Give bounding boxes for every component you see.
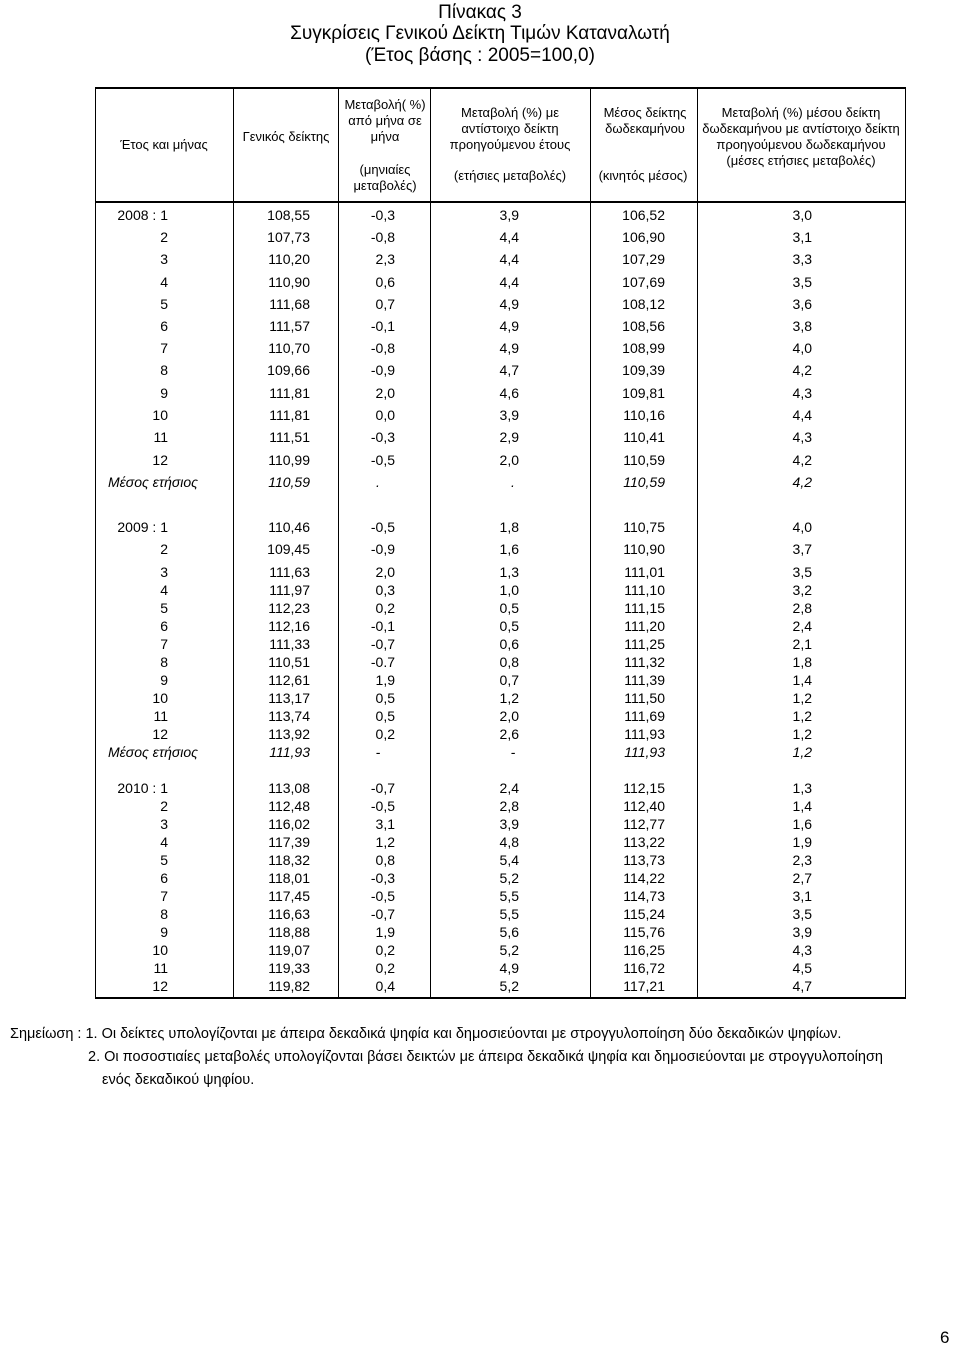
- cell-year-month: 4: [160, 834, 168, 850]
- cell-annual-change: 1,6: [499, 541, 519, 557]
- cell-average-annual-change: 1,6: [792, 816, 812, 832]
- cell-annual-change: 0,7: [499, 672, 519, 688]
- cell-moving-average: 110,90: [623, 541, 665, 557]
- cell-general-index: 111,57: [269, 318, 310, 334]
- cell-annual-change: 4,8: [499, 834, 519, 850]
- cell-monthly-change: 0,8: [375, 852, 395, 868]
- cell-moving-average: 115,24: [623, 906, 665, 922]
- cell-average-annual-change: 3,0: [792, 207, 812, 223]
- cell-year-month: Μέσος ετήσιος: [107, 474, 198, 490]
- cell-general-index: 111,68: [269, 296, 310, 312]
- cell-average-annual-change: 4,2: [792, 452, 812, 468]
- cell-monthly-change: 1,9: [375, 924, 395, 940]
- cell-monthly-change: .: [376, 474, 380, 490]
- cell-moving-average: 111,01: [624, 564, 665, 580]
- cell-annual-change: 4,9: [499, 960, 519, 976]
- column-divider: [905, 88, 906, 999]
- cell-average-annual-change: 3,8: [792, 318, 812, 334]
- cell-monthly-change: -0,1: [370, 318, 395, 334]
- header-monthly-change-note: (μηνιαίες μεταβολές): [353, 162, 417, 193]
- cell-average-annual-change: 1,9: [792, 834, 812, 850]
- cell-annual-change: 4,4: [499, 229, 519, 245]
- cell-general-index: 110,90: [268, 274, 310, 290]
- cell-general-index: 116,63: [268, 906, 310, 922]
- cell-average-annual-change: 1,4: [792, 798, 812, 814]
- cell-monthly-change: -0,8: [370, 340, 395, 356]
- cell-monthly-change: 3,1: [375, 816, 395, 832]
- cell-year-month: 2009 : 1: [117, 519, 168, 535]
- cell-moving-average: 107,29: [622, 251, 665, 267]
- cell-year-month: 9: [160, 672, 168, 688]
- cell-average-annual-change: 4,7: [792, 978, 812, 994]
- cell-average-annual-change: 3,7: [792, 541, 812, 557]
- cell-general-index: 108,55: [267, 207, 310, 223]
- header-bottom-rule: [95, 201, 906, 203]
- cell-moving-average: 110,75: [623, 519, 665, 535]
- cell-general-index: 111,51: [269, 429, 310, 445]
- cell-moving-average: 107,69: [622, 274, 665, 290]
- cell-year-month: 9: [160, 385, 168, 401]
- cell-general-index: 113,08: [268, 780, 310, 796]
- cell-average-annual-change: 4,2: [792, 362, 812, 378]
- cell-general-index: 112,48: [268, 798, 310, 814]
- cell-annual-change: 4,4: [499, 251, 519, 267]
- cell-moving-average: 113,22: [623, 834, 665, 850]
- cell-moving-average: 106,90: [622, 229, 665, 245]
- cell-year-month: 2008 : 1: [117, 207, 168, 223]
- cell-average-annual-change: 1,2: [792, 708, 812, 724]
- cell-average-annual-change: 1,3: [792, 780, 812, 796]
- cell-general-index: 111,81: [269, 385, 310, 401]
- cell-moving-average: 110,59: [623, 452, 665, 468]
- cell-general-index: 111,33: [269, 636, 310, 652]
- header-year-month: Έτος και μήνας: [120, 137, 208, 152]
- cell-year-month: 10: [152, 690, 168, 706]
- cell-year-month: 5: [160, 296, 168, 312]
- cell-monthly-change: 0,5: [375, 708, 395, 724]
- cell-moving-average: 115,76: [623, 924, 665, 940]
- cell-year-month: 6: [160, 318, 168, 334]
- header-general-index: Γενικός δείκτης: [242, 129, 330, 144]
- cell-monthly-change: 0,7: [375, 296, 395, 312]
- cell-year-month: 2: [160, 798, 168, 814]
- cell-monthly-change: -0,5: [370, 798, 395, 814]
- cell-year-month: 8: [160, 362, 168, 378]
- cell-average-annual-change: 2,7: [792, 870, 812, 886]
- column-divider: [338, 88, 339, 999]
- column-divider: [430, 88, 431, 999]
- cell-annual-change: .: [511, 474, 515, 490]
- cell-moving-average: 110,41: [623, 429, 665, 445]
- cell-monthly-change: -0.7: [370, 654, 395, 670]
- cell-moving-average: 111,69: [624, 708, 665, 724]
- cell-annual-change: 0,6: [499, 636, 519, 652]
- cell-annual-change: 2,0: [499, 452, 519, 468]
- cell-year-month: 8: [160, 906, 168, 922]
- cell-monthly-change: -0,9: [370, 541, 395, 557]
- cell-average-annual-change: 4,4: [792, 407, 812, 423]
- cell-average-annual-change: 1,8: [792, 654, 812, 670]
- cell-monthly-change: -0,3: [370, 429, 395, 445]
- cell-monthly-change: 0,5: [375, 690, 395, 706]
- cell-general-index: 118,88: [268, 924, 310, 940]
- cell-annual-change: 4,9: [499, 318, 519, 334]
- cell-year-month: 3: [160, 564, 168, 580]
- cell-monthly-change: 0,3: [375, 582, 395, 598]
- cell-average-annual-change: 4,3: [792, 429, 812, 445]
- cell-year-month: 2010 : 1: [117, 780, 168, 796]
- cell-average-annual-change: 2,8: [792, 600, 812, 616]
- cell-annual-change: 5,5: [499, 906, 519, 922]
- cell-moving-average: 106,52: [622, 207, 665, 223]
- cell-monthly-change: -0,7: [370, 780, 395, 796]
- cell-moving-average: 112,15: [623, 780, 665, 796]
- cell-annual-change: 5,4: [499, 852, 519, 868]
- column-divider: [697, 88, 698, 999]
- cell-general-index: 113,17: [268, 690, 310, 706]
- cell-general-index: 111,97: [269, 582, 310, 598]
- cell-monthly-change: 0,2: [375, 960, 395, 976]
- cell-year-month: 7: [160, 888, 168, 904]
- cell-general-index: 109,45: [267, 541, 310, 557]
- cell-general-index: 110,20: [268, 251, 310, 267]
- cell-average-annual-change: 3,3: [792, 251, 812, 267]
- cell-annual-change: 2,8: [499, 798, 519, 814]
- cell-annual-change: -: [510, 744, 516, 760]
- cell-monthly-change: 0,2: [375, 726, 395, 742]
- cell-year-month: 4: [160, 582, 168, 598]
- header-average-annual-change: Μεταβολή (%) μέσου δείκτη δωδεκαμήνου με αντίστοιχο δείκτη προηγούμενου δωδεκαμήνου (μέσες ετήσιες μεταβολές): [702, 105, 900, 168]
- cell-monthly-change: 1,2: [375, 834, 395, 850]
- cell-moving-average: 108,12: [622, 296, 665, 312]
- cell-year-month: 11: [153, 708, 168, 724]
- cell-monthly-change: -0,5: [370, 452, 395, 468]
- cell-general-index: 112,16: [268, 618, 310, 634]
- cell-year-month: 7: [160, 340, 168, 356]
- cell-moving-average: 109,39: [622, 362, 665, 378]
- cell-general-index: 118,32: [268, 852, 310, 868]
- cell-year-month: 12: [152, 978, 168, 994]
- cell-year-month: 5: [160, 600, 168, 616]
- cell-annual-change: 0,8: [499, 654, 519, 670]
- cell-annual-change: 2,9: [499, 429, 519, 445]
- cell-average-annual-change: 1,2: [792, 744, 812, 760]
- cell-monthly-change: -0,9: [370, 362, 395, 378]
- cell-average-annual-change: 3,1: [792, 888, 812, 904]
- cell-moving-average: 114,73: [623, 888, 665, 904]
- cell-annual-change: 3,9: [499, 407, 519, 423]
- cell-monthly-change: 0,4: [375, 978, 395, 994]
- cell-average-annual-change: 3,5: [792, 906, 812, 922]
- cell-moving-average: 109,81: [622, 385, 665, 401]
- cell-average-annual-change: 3,1: [792, 229, 812, 245]
- cell-general-index: 113,92: [268, 726, 310, 742]
- cell-moving-average: 111,25: [624, 636, 665, 652]
- cell-average-annual-change: 4,2: [792, 474, 812, 490]
- cell-monthly-change: 2,0: [375, 564, 395, 580]
- cell-average-annual-change: 3,5: [792, 274, 812, 290]
- cell-annual-change: 1,2: [499, 690, 519, 706]
- cell-annual-change: 5,6: [499, 924, 519, 940]
- cell-monthly-change: 0,6: [375, 274, 395, 290]
- table-subtitle: Συγκρίσεις Γενικού Δείκτη Τιμών Καταναλωτή: [290, 23, 670, 44]
- cell-general-index: 119,07: [268, 942, 310, 958]
- cell-general-index: 117,39: [268, 834, 310, 850]
- cell-annual-change: 0,5: [499, 600, 519, 616]
- cell-annual-change: 5,2: [499, 978, 519, 994]
- cell-moving-average: 110,59: [623, 474, 665, 490]
- cell-moving-average: 114,22: [623, 870, 665, 886]
- cell-monthly-change: -0,1: [370, 618, 395, 634]
- cell-annual-change: 1,0: [499, 582, 519, 598]
- cell-year-month: 12: [152, 452, 168, 468]
- cell-annual-change: 4,9: [499, 296, 519, 312]
- cell-year-month: 12: [152, 726, 168, 742]
- cell-annual-change: 3,9: [499, 207, 519, 223]
- cell-moving-average: 112,77: [623, 816, 665, 832]
- cell-year-month: 6: [160, 618, 168, 634]
- cell-average-annual-change: 2,3: [792, 852, 812, 868]
- cell-year-month: 5: [160, 852, 168, 868]
- cell-average-annual-change: 4,0: [792, 340, 812, 356]
- cell-average-annual-change: 4,5: [792, 960, 812, 976]
- cell-annual-change: 4,7: [499, 362, 519, 378]
- cell-year-month: 11: [153, 960, 168, 976]
- table-top-rule: [95, 87, 906, 89]
- cell-moving-average: 111,39: [624, 672, 665, 688]
- footnote-2-continued: ενός δεκαδικού ψηφίου.: [102, 1072, 255, 1088]
- cell-year-month: 7: [160, 636, 168, 652]
- header-annual-change-note: (ετήσιες μεταβολές): [453, 168, 567, 183]
- cell-monthly-change: 0,2: [375, 942, 395, 958]
- cell-general-index: 109,66: [267, 362, 310, 378]
- cell-average-annual-change: 2,4: [792, 618, 812, 634]
- cell-general-index: 119,33: [268, 960, 310, 976]
- footnote-1: Σημείωση : 1. Οι δείκτες υπολογίζονται με άπειρα δεκαδικά ψηφία και δημοσιεύονται με στρογγυλοποίηση δύο δεκαδικών ψηφίων.: [10, 1026, 842, 1042]
- cell-year-month: 11: [153, 429, 168, 445]
- cell-average-annual-change: 3,6: [792, 296, 812, 312]
- cell-general-index: 107,73: [267, 229, 310, 245]
- cell-general-index: 111,81: [269, 407, 310, 423]
- cell-moving-average: 112,40: [623, 798, 665, 814]
- cell-year-month: 2: [160, 541, 168, 557]
- cell-moving-average: 111,15: [624, 600, 665, 616]
- header-moving-average-note: (κινητός μέσος): [598, 168, 688, 183]
- cell-average-annual-change: 2,1: [792, 636, 812, 652]
- cell-general-index: 111,93: [269, 744, 310, 760]
- cell-annual-change: 1,3: [499, 564, 519, 580]
- cell-moving-average: 110,16: [623, 407, 665, 423]
- cell-year-month: 3: [160, 251, 168, 267]
- cell-monthly-change: 0,0: [375, 407, 395, 423]
- cell-moving-average: 111,10: [624, 582, 665, 598]
- table-bottom-rule: [95, 997, 906, 999]
- cell-general-index: 110,46: [268, 519, 310, 535]
- cell-annual-change: 5,2: [499, 942, 519, 958]
- cell-moving-average: 111,93: [624, 744, 665, 760]
- cell-general-index: 110,51: [268, 654, 310, 670]
- cell-average-annual-change: 3,9: [792, 924, 812, 940]
- cell-moving-average: 111,32: [624, 654, 665, 670]
- cell-moving-average: 117,21: [623, 978, 665, 994]
- cell-monthly-change: -0,3: [370, 870, 395, 886]
- cell-general-index: 117,45: [268, 888, 310, 904]
- cell-year-month: 3: [160, 816, 168, 832]
- cell-monthly-change: -0,7: [370, 906, 395, 922]
- cell-year-month: Μέσος ετήσιος: [107, 744, 198, 760]
- cell-annual-change: 0,5: [499, 618, 519, 634]
- cell-annual-change: 2,0: [499, 708, 519, 724]
- cell-annual-change: 3,9: [499, 816, 519, 832]
- page-number: 6: [940, 1328, 950, 1347]
- cell-average-annual-change: 1,2: [792, 726, 812, 742]
- cell-general-index: 119,82: [268, 978, 310, 994]
- cell-average-annual-change: 3,2: [792, 582, 812, 598]
- cell-moving-average: 111,93: [624, 726, 665, 742]
- cell-year-month: 10: [152, 407, 168, 423]
- cell-monthly-change: -0,3: [370, 207, 395, 223]
- cell-monthly-change: -0,5: [370, 519, 395, 535]
- cell-year-month: 10: [152, 942, 168, 958]
- cell-annual-change: 4,9: [499, 340, 519, 356]
- cell-monthly-change: -0,5: [370, 888, 395, 904]
- cell-moving-average: 108,99: [622, 340, 665, 356]
- cell-general-index: 112,61: [268, 672, 310, 688]
- cell-general-index: 118,01: [268, 870, 310, 886]
- cell-annual-change: 2,4: [499, 780, 519, 796]
- cell-year-month: 8: [160, 654, 168, 670]
- cell-general-index: 116,02: [268, 816, 310, 832]
- header-monthly-change: Μεταβολή( %) από μήνα σε μήνα: [344, 97, 426, 144]
- header-annual-change: Μεταβολή (%) με αντίστοιχο δείκτη προηγούμενου έτους: [449, 105, 571, 152]
- cell-monthly-change: 1,9: [375, 672, 395, 688]
- cell-monthly-change: 0,2: [375, 600, 395, 616]
- cell-annual-change: 5,5: [499, 888, 519, 904]
- cell-year-month: 9: [160, 924, 168, 940]
- cell-moving-average: 108,56: [622, 318, 665, 334]
- cell-general-index: 111,63: [269, 564, 310, 580]
- cell-monthly-change: 2,3: [375, 251, 395, 267]
- cell-general-index: 110,59: [268, 474, 310, 490]
- cell-monthly-change: 2,0: [375, 385, 395, 401]
- header-moving-average: Μέσος δείκτης δωδεκαμήνου: [603, 105, 687, 136]
- cell-monthly-change: -: [375, 744, 381, 760]
- cell-average-annual-change: 1,2: [792, 690, 812, 706]
- cell-annual-change: 1,8: [499, 519, 519, 535]
- cell-monthly-change: -0,7: [370, 636, 395, 652]
- cell-monthly-change: -0,8: [370, 229, 395, 245]
- cell-annual-change: 4,6: [499, 385, 519, 401]
- cell-annual-change: 2,6: [499, 726, 519, 742]
- table-title: Πίνακας 3: [438, 2, 522, 23]
- footnote-2: 2. Οι ποσοστιαίες μεταβολές υπολογίζονται βάσει δεικτών με άπειρα δεκαδικά ψηφία και δημοσιεύονται με στρογγυλοποίηση: [88, 1049, 883, 1065]
- cell-moving-average: 113,73: [623, 852, 665, 868]
- cell-general-index: 110,99: [268, 452, 310, 468]
- cell-moving-average: 116,25: [623, 942, 665, 958]
- cell-moving-average: 111,20: [624, 618, 665, 634]
- cell-moving-average: 116,72: [623, 960, 665, 976]
- cell-general-index: 113,74: [268, 708, 310, 724]
- cell-year-month: 2: [160, 229, 168, 245]
- cell-average-annual-change: 4,3: [792, 942, 812, 958]
- cell-average-annual-change: 4,0: [792, 519, 812, 535]
- cell-general-index: 110,70: [268, 340, 310, 356]
- cell-year-month: 4: [160, 274, 168, 290]
- cell-year-month: 6: [160, 870, 168, 886]
- base-year-label: (Έτος βάσης : 2005=100,0): [365, 45, 595, 66]
- cell-average-annual-change: 4,3: [792, 385, 812, 401]
- cell-average-annual-change: 3,5: [792, 564, 812, 580]
- cell-average-annual-change: 1,4: [792, 672, 812, 688]
- cell-moving-average: 111,50: [624, 690, 665, 706]
- cell-annual-change: 4,4: [499, 274, 519, 290]
- cell-general-index: 112,23: [268, 600, 310, 616]
- cell-annual-change: 5,2: [499, 870, 519, 886]
